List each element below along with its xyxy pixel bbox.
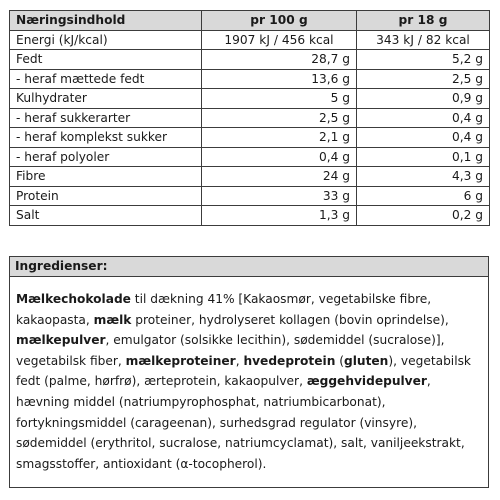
ingredient-text: , hævning middel (natriumpyrophosphat, natriumbicarbonat), fortykningsmiddel (carageenan), surhedsgrad regulator (vinsyre), sødemiddel (erythritol, sucralose, natriumcyclamat), salt, vaniljeekstrakt, smagsstoffer, antioxidant (α-tocopherol).: [16, 374, 465, 471]
row-label: - heraf polyoler: [10, 147, 202, 167]
ingredient-text: ,: [235, 353, 244, 368]
ingredients-heading: Ingredienser:: [10, 257, 488, 277]
ingredient-text: (: [335, 353, 345, 368]
ingredient-text: , emulgator (solsikke lecithin), sødemiddel (sucralose)], vegetabilsk fiber,: [16, 333, 445, 368]
row-per-100g: 13,6 g: [202, 69, 357, 89]
row-per-18g: 0,1 g: [357, 147, 490, 167]
table-row: [10, 108, 490, 128]
header-nutrient: Næringsindhold: [10, 11, 202, 31]
ingredients-text: [10, 277, 488, 474]
row-per-100g: 5 g: [202, 89, 357, 109]
row-per-100g: 1,3 g: [202, 206, 357, 226]
row-per-100g: 33 g: [202, 186, 357, 206]
row-label: Salt: [10, 206, 202, 226]
table-row: [10, 147, 490, 167]
ingredient-text: til dækning 41% [Kakaosmør, vegetabilske fibre, kakaopasta,: [16, 292, 432, 327]
row-per-18g: 4,3 g: [357, 167, 490, 187]
row-label: Protein: [10, 186, 202, 206]
row-per-18g: 5,2 g: [357, 50, 490, 70]
ingredient-allergen: gluten: [344, 353, 389, 368]
row-label: Fibre: [10, 167, 202, 187]
table-row: [10, 167, 490, 187]
nutrition-header-row: [10, 11, 490, 31]
row-label: Energi (kJ/kcal): [10, 30, 202, 50]
ingredient-allergen: mælk: [93, 312, 132, 327]
ingredient-allergen: æggehvidepulver: [306, 374, 427, 389]
row-per-100g: 28,7 g: [202, 50, 357, 70]
row-label: - heraf komplekst sukker: [10, 128, 202, 148]
nutrition-table: [9, 10, 490, 226]
table-row: [10, 186, 490, 206]
ingredient-allergen: hvedeprotein: [243, 353, 336, 368]
row-label: - heraf mættede fedt: [10, 69, 202, 89]
row-per-100g: 0,4 g: [202, 147, 357, 167]
row-per-18g: 0,2 g: [357, 206, 490, 226]
row-per-18g: 0,4 g: [357, 108, 490, 128]
row-label: Kulhydrater: [10, 89, 202, 109]
table-row: [10, 128, 490, 148]
row-per-100g: 1907 kJ / 456 kcal: [202, 30, 357, 50]
row-per-100g: 2,1 g: [202, 128, 357, 148]
table-row: [10, 89, 490, 109]
row-per-18g: 0,9 g: [357, 89, 490, 109]
ingredient-text: ), vegetabilsk fedt (palme, hørfrø), ærteprotein, kakaopulver,: [16, 353, 471, 389]
row-per-18g: 343 kJ / 82 kcal: [357, 30, 490, 50]
nutrition-rows: [10, 30, 490, 225]
row-per-18g: 2,5 g: [357, 69, 490, 89]
ingredients-box: [9, 256, 489, 488]
ingredient-allergen: Mælkechokolade: [16, 292, 131, 306]
table-row: [10, 30, 490, 50]
ingredient-allergen: mælkeproteiner: [125, 353, 236, 368]
header-per-100g: pr 100 g: [202, 11, 357, 31]
table-row: [10, 206, 490, 226]
row-per-100g: 24 g: [202, 167, 357, 187]
ingredient-allergen: mælkepulver: [16, 333, 106, 348]
row-per-100g: 2,5 g: [202, 108, 357, 128]
header-per-18g: pr 18 g: [357, 11, 490, 31]
row-label: - heraf sukkerarter: [10, 108, 202, 128]
row-per-18g: 0,4 g: [357, 128, 490, 148]
row-label: Fedt: [10, 50, 202, 70]
row-per-18g: 6 g: [357, 186, 490, 206]
table-row: [10, 69, 490, 89]
ingredient-text: proteiner, hydrolyseret kollagen (bovin oprindelse),: [131, 312, 449, 327]
table-row: [10, 50, 490, 70]
